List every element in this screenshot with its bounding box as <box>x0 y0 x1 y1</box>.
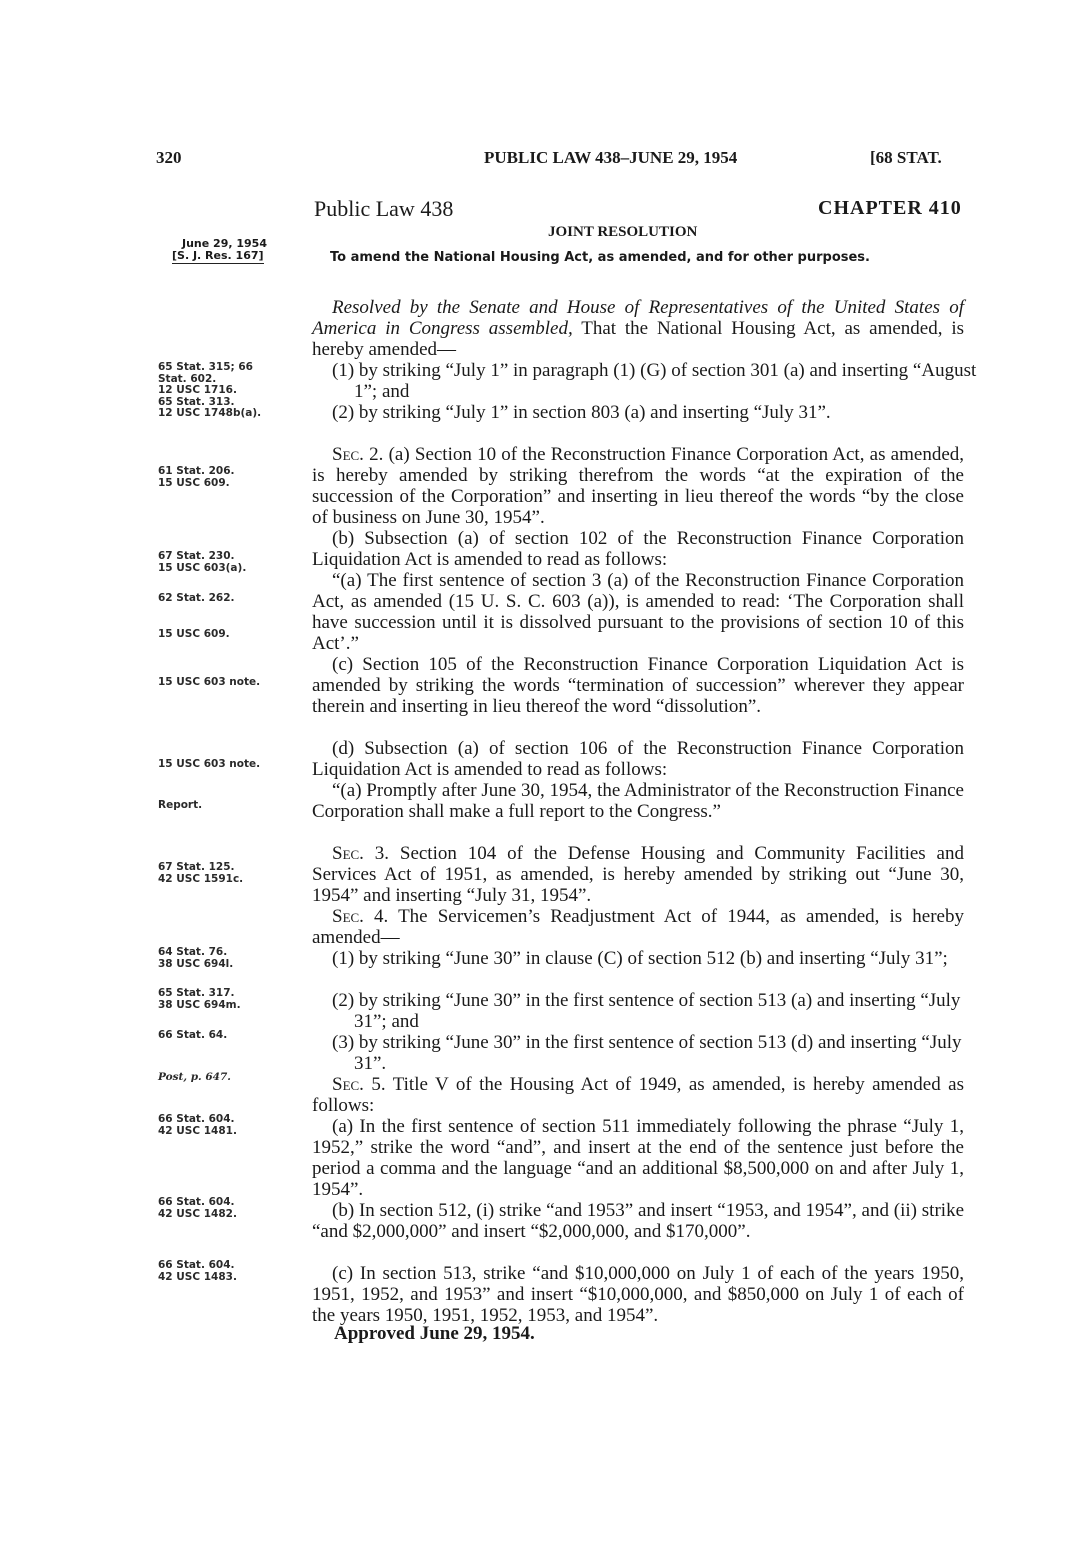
section-2-d: (d) Subsection (a) of section 106 of the Reconstruction Finance Corporation Liquidation Act is amended to read as follows: <box>312 738 964 780</box>
page-number: 320 <box>156 148 182 167</box>
section-5-a: (a) In the first sentence of section 511 immediately following the phrase “July 1, 1952,” strike the word “and”, and insert at the end of the sentence just before the period a comma and the language “and an additional $8,500,000 on and after July 1, 1954”. <box>312 1116 964 1200</box>
margin-note: 66 Stat. 604. 42 USC 1481. <box>158 1113 237 1137</box>
margin-note: Report. <box>158 799 203 811</box>
chapter-label: CHAPTER 410 <box>818 197 962 219</box>
margin-note: 66 Stat. 64. <box>158 1029 228 1041</box>
document-type: JOINT RESOLUTION <box>548 224 698 240</box>
section-label: Sec. 2. <box>332 444 384 465</box>
margin-note: 67 Stat. 125. 42 USC 1591c. <box>158 861 244 885</box>
section-label: Sec. 5. <box>332 1074 386 1095</box>
section-5-c: (c) In section 513, strike “and $10,000,000 on July 1 of each of the years 1950, 1951, 1952, and 1953” and insert “$10,000,000, and $850,000 on July 1 of each of the years 1950, 1951, 1952, 1953, and 1954”. <box>312 1263 964 1326</box>
margin-note: 15 USC 603 note. <box>158 758 261 770</box>
section-2-c: (c) Section 105 of the Reconstruction Finance Corporation Liquidation Act is amended by striking the words “termination of succession” wherever they appear therein and inserting in lieu thereof the word “dissolution”. <box>312 654 964 717</box>
volume-reference: [68 STAT. <box>870 148 942 167</box>
running-title: PUBLIC LAW 438–JUNE 29, 1954 <box>484 148 738 167</box>
margin-note: 61 Stat. 206. 15 USC 609. <box>158 465 235 489</box>
margin-note: 67 Stat. 230. 15 USC 603(a). <box>158 550 247 574</box>
margin-note: 66 Stat. 604. 42 USC 1482. <box>158 1196 237 1220</box>
enacting-clause <box>312 297 964 360</box>
margin-note: 66 Stat. 604. 42 USC 1483. <box>158 1259 237 1283</box>
section-2-b: (b) Subsection (a) of section 102 of the Reconstruction Finance Corporation Liquidation Act is amended to read as follows: <box>312 528 964 570</box>
section-2-a <box>312 444 964 528</box>
margin-note: 15 USC 609. <box>158 628 230 640</box>
section-2-b-quote: “(a) The first sentence of section 3 (a) of the Reconstruction Finance Corporation Act, as amended (15 U. S. C. 603 (a)), is amended to read: ‘The Corporation shall have succession until it is dissolved pursuant to the provisions of section 10 of this Act’.” <box>312 570 964 654</box>
section-2-d-quote: “(a) Promptly after June 30, 1954, the Administrator of the Reconstruction Finance Corporation shall make a full report to the Congress.” <box>312 780 964 822</box>
enactment-date: June 29, 1954 <box>182 237 267 250</box>
section-3 <box>312 843 964 906</box>
section-text: Title V of the Housing Act of 1949, as amended, is hereby amended as follows: <box>312 1074 964 1116</box>
margin-note: Post, p. 647. <box>158 1071 231 1083</box>
enacting-text: That the National Housing Act, as amended, is hereby amended— <box>312 318 964 360</box>
section-label: Sec. 3. <box>332 843 390 864</box>
margin-note: 64 Stat. 76. 38 USC 694l. <box>158 946 234 970</box>
section-text: Section 104 of the Defense Housing and Community Facilities and Services Act of 1951, as amended, is hereby amended by striking out “June 30, 1954” and inserting “July 31, 1954”. <box>312 843 964 906</box>
section-4-item-2: (2) by striking “June 30” in the first sentence of section 513 (a) and inserting “July 31”; and <box>332 990 961 1032</box>
section-5 <box>312 1074 964 1116</box>
law-name: Public Law 438 <box>314 196 454 221</box>
section-text: The Servicemen’s Readjustment Act of 1944, as amended, is hereby amended— <box>312 906 964 948</box>
section-1-item-2: (2) by striking “July 1” in section 803 (a) and inserting “July 31”. <box>332 402 831 423</box>
margin-note: 65 Stat. 317. 38 USC 694m. <box>158 987 241 1011</box>
margin-note: 62 Stat. 262. <box>158 592 235 604</box>
section-4 <box>312 906 964 948</box>
enacting-formula: Resolved by the Senate and House of Representatives of the United States of America in Congress assembled, <box>312 297 964 339</box>
law-purpose: To amend the National Housing Act, as amended, and for other purposes. <box>330 250 870 265</box>
section-text: (a) Section 10 of the Reconstruction Finance Corporation Act, as amended, is hereby amended by striking therefrom the words “at the expiration of the succession of the Corporation” and inserting in lieu thereof the words “by the close of business on June 30, 1954”. <box>312 444 964 528</box>
section-5-b: (b) In section 512, (i) strike “and 1953” and insert “1953, and 1954”, and (ii) strike “and $2,000,000” and insert “$2,000,000, and $170,000”. <box>312 1200 964 1242</box>
approval-line: Approved June 29, 1954. <box>334 1323 535 1344</box>
section-4-item-1: (1) by striking “June 30” in clause (C) of section 512 (b) and inserting “July 31”; <box>332 948 948 969</box>
section-label: Sec. 4. <box>332 906 389 927</box>
section-1-item-1: (1) by striking “July 1” in paragraph (1) (G) of section 301 (a) and inserting “August 1”; and <box>332 360 977 402</box>
margin-note: 15 USC 603 note. <box>158 676 261 688</box>
section-4-item-3: (3) by striking “June 30” in the first sentence of section 513 (d) and inserting “July 31”. <box>332 1032 962 1074</box>
margin-note: 65 Stat. 315; 66 Stat. 602. 12 USC 1716. 65 Stat. 313. 12 USC 1748b(a). <box>158 361 262 419</box>
resolution-reference: [S. J. Res. 167] <box>172 249 264 262</box>
